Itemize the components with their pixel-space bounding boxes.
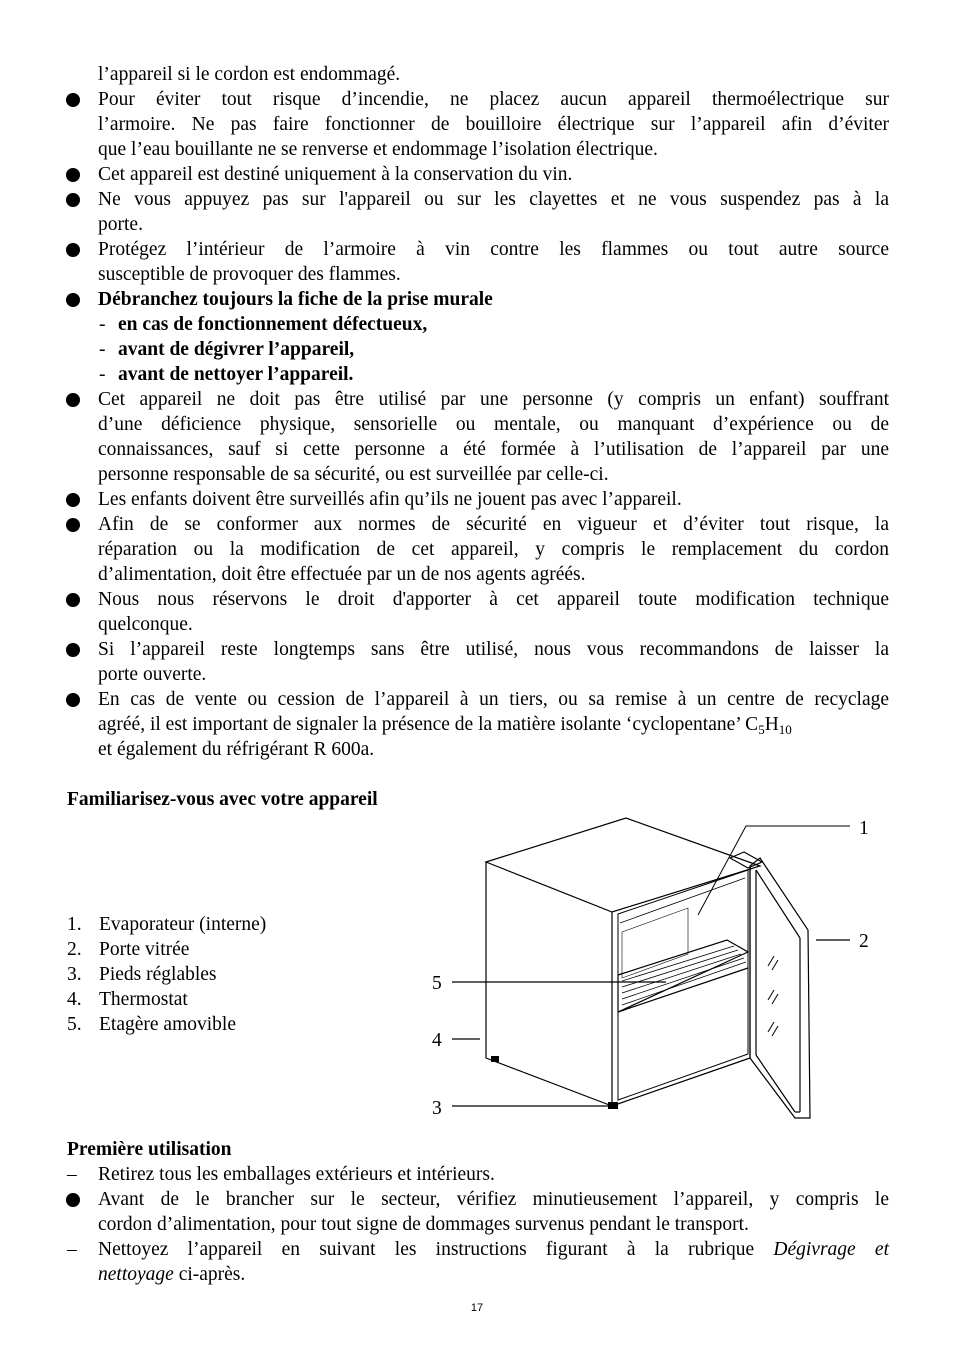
flame-line-2: susceptible de provoquer des flammes. <box>98 264 401 285</box>
sale-line-3: et également du réfrigérant R 600a. <box>98 739 375 760</box>
first-use-item-2-line-1: Avant de le brancher sur le secteur, vérifiez minutieusement l’appareil, y compris le <box>98 1189 889 1210</box>
dash-marker: - <box>99 364 106 385</box>
first-use-item-2-line-2: cordon d’alimentation, pour tout signe de dommages survenus pendant le transport. <box>98 1214 749 1235</box>
lean-line-2: porte. <box>98 214 143 235</box>
familiarize-heading: Familiarisez-vous avec votre appareil <box>67 789 378 810</box>
part-label-3: Pieds réglables <box>99 964 217 985</box>
part-num-5: 5. <box>67 1014 82 1035</box>
sale-line-2-text: agréé, il est important de signaler la présence de la matière isolante ‘cyclopentane’ C <box>98 714 759 735</box>
page-number: 17 <box>470 1302 484 1314</box>
rights-line-2: quelconque. <box>98 614 193 635</box>
item-3-text: Nettoyez l’appareil en suivant les instructions figurant à la rubrique <box>98 1239 755 1260</box>
item-3-italic-2: nettoyage <box>98 1264 174 1285</box>
part-label-1: Evaporateur (interne) <box>99 914 267 935</box>
dash-marker: - <box>99 314 106 335</box>
part-num-2: 2. <box>67 939 82 960</box>
children-line: Les enfants doivent être surveillés afin qu’ils ne jouent pas avec l’appareil. <box>98 489 682 510</box>
dash-marker: – <box>67 1239 77 1260</box>
callout-2: 2 <box>859 931 869 952</box>
fire-line-3: que l’eau bouillante ne se renverse et endommage l’isolation électrique. <box>98 139 658 160</box>
item-3-text-2: ci-après. <box>178 1264 246 1285</box>
person-line-3: connaissances, sauf si cette personne a été formée à l’utilisation de l’appareil par une <box>98 439 889 460</box>
formula-h: H <box>764 714 779 735</box>
part-label-2: Porte vitrée <box>99 939 190 960</box>
part-num-3: 3. <box>67 964 82 985</box>
unplug-item-3: avant de nettoyer l’appareil. <box>118 364 354 385</box>
unplug-item-1: en cas de fonctionnement défectueux, <box>118 314 428 335</box>
callout-4: 4 <box>432 1030 442 1051</box>
first-use-item-3-line-1 <box>98 1237 889 1262</box>
person-line-4: personne responsable de sa sécurité, ou est surveillée par celle-ci. <box>98 464 609 485</box>
callout-1: 1 <box>859 818 869 839</box>
unplug-title: Débranchez toujours la fiche de la prise murale <box>98 289 493 310</box>
callout-5: 5 <box>432 973 442 994</box>
person-line-1: Cet appareil ne doit pas être utilisé par une personne (y compris un enfant) souffrant <box>98 389 889 410</box>
part-label-5: Etagère amovible <box>99 1014 236 1035</box>
sale-line-1: En cas de vente ou cession de l’appareil à un tiers, ou sa remise à un centre de recyclage <box>98 689 889 710</box>
rights-line-1: Nous nous réservons le droit d'apporter à cet appareil toute modification technique <box>98 589 889 610</box>
fire-line-1: Pour éviter tout risque d’incendie, ne placez aucun appareil thermoélectrique sur <box>98 89 889 110</box>
dash-marker: - <box>99 339 106 360</box>
lean-line-1: Ne vous appuyez pas sur l'appareil ou sur les clayettes et ne vous suspendez pas à la <box>98 189 889 210</box>
first-use-item-1: Retirez tous les emballages extérieurs et intérieurs. <box>98 1164 495 1185</box>
part-num-1: 1. <box>67 914 82 935</box>
unused-line-1: Si l’appareil reste longtemps sans être utilisé, nous vous recommandons de laisser la <box>98 639 889 660</box>
repair-line-1: Afin de se conformer aux normes de sécurité en vigueur et d’éviter tout risque, la <box>98 514 889 535</box>
formula-sub-10: 10 <box>778 722 792 737</box>
formula-sub-5: 5 <box>758 722 765 737</box>
part-label-4: Thermostat <box>99 989 188 1010</box>
flame-line-1: Protégez l’intérieur de l’armoire à vin contre les flammes ou tout autre source <box>98 239 889 260</box>
unplug-item-2: avant de dégivrer l’appareil, <box>118 339 355 360</box>
person-line-2: d’une déficience physique, sensorielle ou mentale, ou manquant d’expérience ou de <box>98 414 889 435</box>
fire-line-2: l’armoire. Ne pas faire fonctionner de bouilloire électrique sur l’appareil afin d’éviter <box>98 114 889 135</box>
dash-marker: – <box>67 1164 77 1185</box>
bullet-icon <box>66 1193 80 1207</box>
repair-line-3: d’alimentation, doit être effectuée par un de nos agents agréés. <box>98 564 586 585</box>
wine-line: Cet appareil est destiné uniquement à la conservation du vin. <box>98 164 573 185</box>
safety-continuation: l’appareil si le cordon est endommagé. <box>98 64 401 85</box>
first-use-heading: Première utilisation <box>67 1139 232 1160</box>
callout-3: 3 <box>432 1098 442 1119</box>
first-use-item-3-line-2 <box>98 1262 889 1287</box>
item-3-italic: Dégivrage et <box>773 1239 890 1260</box>
unused-line-2: porte ouverte. <box>98 664 207 685</box>
repair-line-2: réparation ou la modification de cet appareil, y compris le remplacement du cordon <box>98 539 889 560</box>
part-num-4: 4. <box>67 989 82 1010</box>
